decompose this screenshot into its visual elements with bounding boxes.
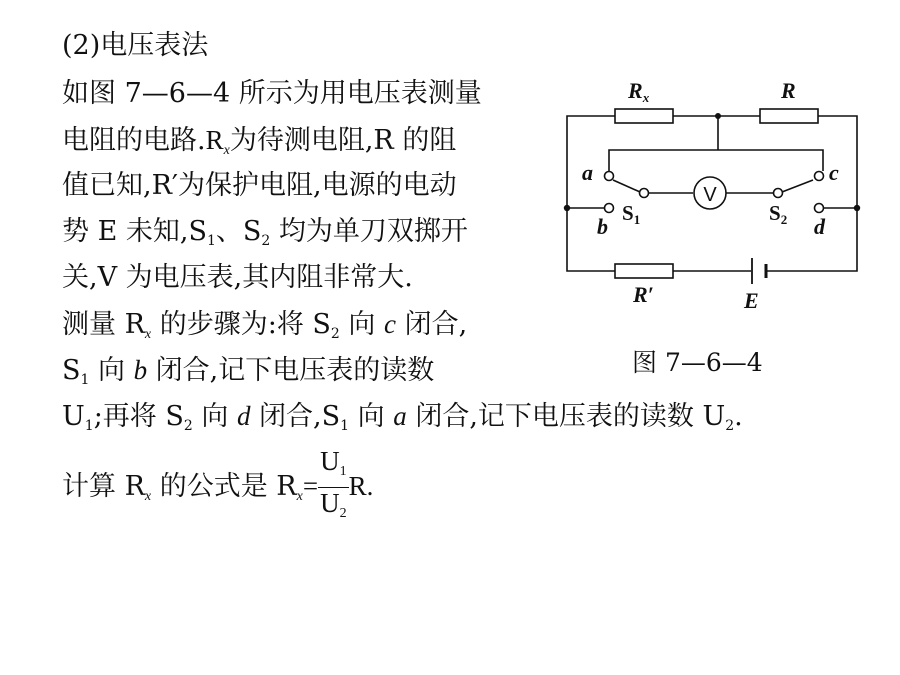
section-heading: (2)电压表法	[62, 30, 209, 61]
terminal-d	[815, 204, 824, 213]
paragraph-line-1: 如图 7—6—4 所示为用电压表测量	[62, 78, 482, 109]
formula-line	[62, 446, 373, 530]
text-segment: 闭合,S	[250, 401, 341, 432]
letter-b: b	[133, 355, 148, 385]
subscript-2: 2	[725, 418, 735, 434]
subscript-2: 2	[339, 506, 347, 521]
label-v: V	[703, 184, 717, 206]
label-s2-sub: 2	[780, 212, 788, 227]
text-segment: 势 E 未知,S	[62, 216, 207, 247]
letter-a: a	[393, 401, 407, 431]
label-r-prime: R′	[633, 282, 654, 307]
subscript-1: 1	[80, 372, 90, 388]
subscript-x: x	[296, 489, 303, 504]
text-segment: 、S	[215, 216, 262, 247]
subscript-1: 1	[339, 464, 347, 479]
text-segment: U	[62, 401, 85, 432]
switch-s1-blade	[613, 180, 640, 192]
terminal-b	[605, 204, 614, 213]
text-segment: 为待测电阻,R 的阻	[229, 125, 457, 156]
label-r: R	[781, 78, 796, 103]
label-a: a	[582, 160, 593, 185]
label-b: b	[597, 214, 608, 239]
fraction-denominator	[318, 488, 349, 529]
paragraph-line-3: 值已知,R′为保护电阻,电源的电动	[62, 170, 457, 201]
wire-a-c-bus	[609, 150, 823, 171]
subscript-2: 2	[183, 418, 193, 434]
formula-tail: R.	[348, 471, 374, 501]
subscript-x: x	[144, 489, 152, 504]
fraction	[318, 446, 349, 529]
text-segment: ;再将 S	[93, 401, 184, 432]
label-e: E	[744, 288, 759, 313]
subscript-1: 1	[206, 233, 216, 249]
resistor-r	[760, 109, 818, 123]
paragraph-line-7	[62, 352, 434, 398]
label-rx: Rx	[628, 78, 650, 105]
label-s2: S2	[769, 201, 788, 227]
numerator-symbol: U	[320, 446, 340, 476]
text-segment: 均为单刀双掷开	[270, 216, 468, 247]
text-segment: .	[734, 401, 743, 432]
paragraph-line-2	[62, 122, 456, 169]
text-segment: 的步骤为:将 S	[151, 309, 331, 340]
paragraph-line-8	[62, 398, 743, 444]
junction-dot	[715, 113, 721, 119]
resistor-r-prime	[615, 264, 673, 278]
subscript-2: 2	[261, 233, 271, 249]
subscript-2: 2	[330, 326, 340, 342]
paragraph-line-5: 关,V 为电压表,其内阻非常大.	[62, 262, 413, 293]
label-d: d	[814, 214, 825, 239]
text-segment: 向	[192, 401, 237, 432]
label-c: c	[829, 160, 839, 185]
subscript-1: 1	[84, 418, 94, 434]
junction-dot	[564, 205, 570, 211]
label-rx-sub: x	[642, 90, 650, 105]
paragraph-line-4	[62, 214, 468, 259]
text-segment: 闭合,记下电压表的读数	[147, 355, 435, 386]
junction-dot	[854, 205, 860, 211]
letter-d: d	[236, 401, 251, 431]
circuit-diagram	[555, 68, 875, 328]
switch-s1-pivot	[640, 189, 649, 198]
text-segment: 向	[89, 355, 134, 386]
text-segment: 的公式是 R	[151, 471, 297, 502]
paragraph-line-6	[62, 306, 467, 353]
switch-s2-pivot	[774, 189, 783, 198]
terminal-c	[815, 172, 824, 181]
subscript-x: x	[144, 327, 152, 342]
text-segment: 测量 R	[62, 309, 145, 340]
text-segment: 向	[339, 309, 384, 340]
text-segment: 电阻的电路.	[62, 125, 206, 156]
equals-sign: =	[302, 471, 319, 501]
text-segment: S	[62, 355, 81, 386]
text-segment: 计算 R	[62, 471, 145, 502]
switch-s2-blade	[782, 180, 813, 192]
figure-caption: 图 7—6—4	[632, 348, 763, 377]
text-segment: 向	[349, 401, 394, 432]
terminal-a	[605, 172, 614, 181]
denominator-symbol: U	[320, 488, 340, 518]
text-segment: 闭合,	[395, 309, 468, 340]
text-segment: 闭合,记下电压表的读数 U	[406, 401, 726, 432]
symbol-r: R	[205, 125, 224, 155]
subscript-1: 1	[340, 418, 350, 434]
resistor-rx	[615, 109, 673, 123]
subscript-x: x	[223, 143, 230, 158]
fraction-numerator	[318, 446, 349, 488]
label-s1: S1	[622, 201, 641, 227]
letter-c: c	[384, 309, 396, 339]
label-s1-sub: 1	[633, 212, 641, 227]
